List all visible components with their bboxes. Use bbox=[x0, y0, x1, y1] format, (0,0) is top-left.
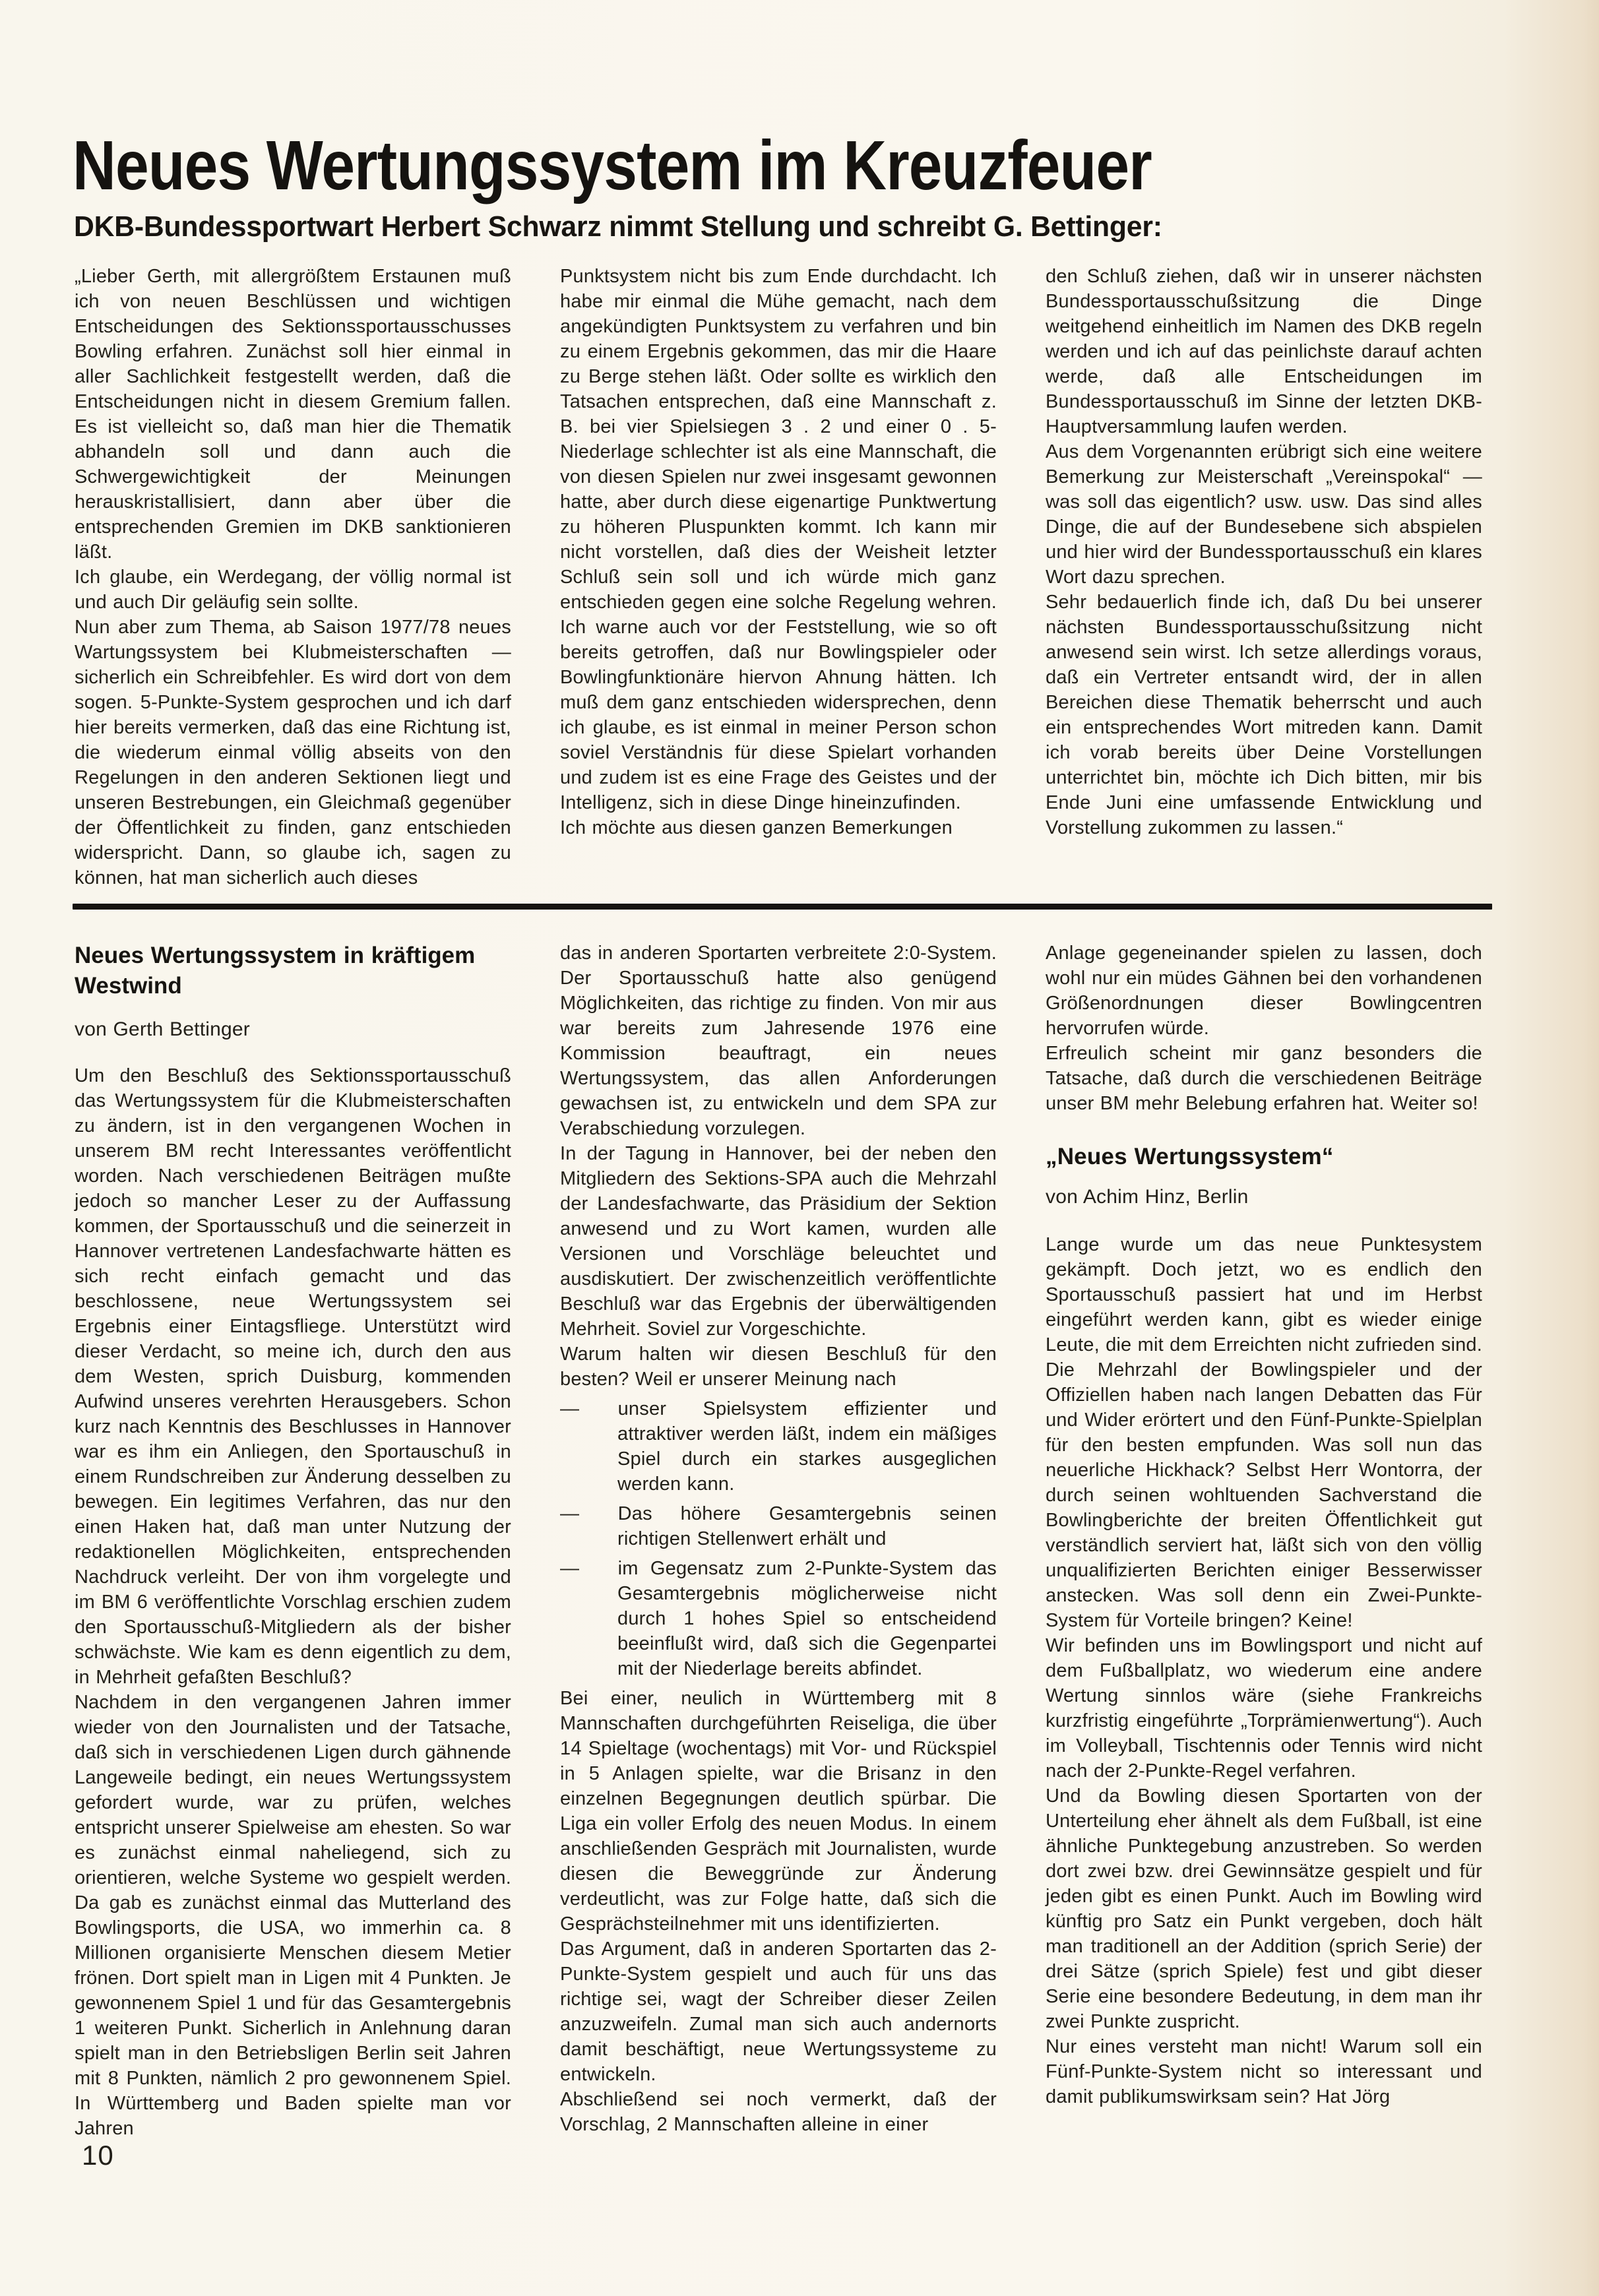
paragraph: das in anderen Sportarten verbreitete 2:0-System. Der Sportausschuß hatte also genügend Möglichkeiten, das richtige zu finden. Von mir aus war bereits zum Jahresende 1976 eine Kommission beauftragt, ein neues Wertungssystem, das allen Anforderungen gewachsen ist, zu entwickeln und dem SPA zur Verabschiedung vorzulegen. bbox=[560, 943, 997, 1139]
paragraph: Erfreulich scheint mir ganz besonders die Tatsache, daß durch die verschiedenen Beiträge unser BM mehr Belebung erfahren hat. Weiter so! bbox=[1046, 1043, 1482, 1114]
paragraph: Ich möchte aus diesen ganzen Bemerkungen bbox=[560, 817, 953, 838]
westwind-col3-body bbox=[1046, 941, 1482, 1116]
paragraph: Warum halten wir diesen Beschluß für den besten? Weil er unserer Meinung nach bbox=[560, 1344, 997, 1390]
paragraph: Und da Bowling diesen Sportarten von der Unterteilung eher ähnelt als dem Fußball, ist eine ähnliche Punktegebung anzustreben. So werden dort zwei bzw. drei Gewinnsätze gespielt und für jeden gibt es einen Punkt. Auch im Bowling wird künftig pro Satz ein Punkt vergeben, doch hält man traditionell an der Addition (sprich Serie) der drei Sätze (sprich Spiele) fest und gibt dieser Serie eine besondere Bedeutung, in dem man ihr zwei Punkte zuspricht. bbox=[1046, 1785, 1482, 2032]
letter-column-1 bbox=[75, 264, 511, 890]
paragraph: Das Argument, daß in anderen Sportarten das 2-Punkte-System gespielt und auch für uns das richtige sei, wagt der Schreiber dieser Zeilen anzuzweifeln. Zumal man sich auch andernorts damit beschäftigt, neue Wertungssysteme zu entwickeln. bbox=[560, 1939, 997, 2085]
paragraph: Wir befinden uns im Bowlingsport und nicht auf dem Fußballplatz, wo wiederum eine andere Wertung sinnlos wäre (siehe Frankreichs kurzfristig eingeführte „Torprämienwertung“). Auch im Volleyball, Tischtennis oder Tennis wird nicht nach der 2-Punkte-Regel verfahren. bbox=[1046, 1635, 1482, 1782]
westwind-article-title: Neues Wertungssystem in kräftigem Westwind bbox=[75, 943, 476, 999]
paragraph: Sehr bedauerlich finde ich, daß Du bei unserer nächsten Bundessportausschußsitzung nicht anwesend sein wirst. Ich setze allerdings voraus, daß ein Vertreter entsandt wird, der in allen Bereichen diese Thematik beherrscht und auch ein entsprechendes Wort mitreden kann. Damit ich vorab bereits über Deine Vorstellungen unterrichtet bin, möchte ich Dich bitten, mir bis Ende Juni eine umfassende Entwicklung und Vorstellung zukommen zu lassen.“ bbox=[1046, 592, 1482, 838]
page-title: Neues Wertungssystem im Kreuzfeuer bbox=[73, 127, 1152, 204]
westwind-col2-intro bbox=[560, 941, 997, 1392]
page-subtitle: DKB-Bundessportwart Herbert Schwarz nimmt Stellung und schreibt G. Bettinger: bbox=[74, 210, 1162, 243]
hinz-article-title: „Neues Wertungssystem“ bbox=[1046, 1144, 1334, 1169]
paragraph: Nun aber zum Thema, ab Saison 1977/78 neues Wartungssystem bei Klubmeisterschaften — sicherlich ein Schreibfehler. Es wird dort von dem sogen. 5-Punkte-System gesprochen und ich darf hier bereits vermerken, daß das eine Richtung ist, die wiederum einmal völlig abseits von den Regelungen in den anderen Sektionen liegt und unseren Bestrebungen, ein Gleichmaß gegenüber der Öffentlichkeit zu finden, ganz entschieden widerspricht. Dann, so glaube ich, sagen zu können, hat man sicherlich auch dieses bbox=[75, 617, 511, 888]
westwind-col1-body bbox=[75, 1063, 511, 2141]
hinz-body bbox=[1046, 1232, 1482, 2109]
paragraph: Um den Beschluß des Sektionssportausschuß das Wertungssystem für die Klubmeisterschaften zu ändern, ist in den vergangenen Wochen in unserem BM recht Interessantes veröffentlicht worden. Nach verschiedenen Beiträgen mußte jedoch so mancher Leser zu der Auffassung kommen, der Sportausschuß und die seinerzeit in Hannover vertretenen Landesfachwarte hätten es sich recht einfach gemacht und das beschlossene, neue Wertungssystem sei Ergebnis einer Eintagsfliege. Unterstützt wird dieser Verdacht, so meine ich, durch den aus dem Westen, sprich Duisburg, kommenden Aufwind unseres verehrten Herausgebers. Schon kurz nach Kenntnis des Beschlusses in Hannover war es ihm ein Anliegen, den Sportauschuß in einem Rundschreiben zur Änderung desselben zu bewegen. Ein legitimes Verfahren, das nur den einen Haken hat, daß man unter Nutzung der redaktionellen Möglichkeiten, entsprechenden Nachdruck verleiht. Der von ihm vorgelegte und im BM 6 veröffentlichte Vorschlag erschien zudem den Sportausschuß-Mitgliedern als der bisher schwächste. Wie kam es denn eigentlich zu dem, in Mehrheit gefaßten Beschluß? bbox=[75, 1065, 511, 1688]
paragraph: Anlage gegeneinander spielen zu lassen, doch wohl nur ein müdes Gähnen bei den vorhandenen Größenordnungen dieser Bowlingcentren hervorrufen würde. bbox=[1046, 943, 1482, 1039]
section-divider bbox=[73, 904, 1492, 910]
page-number: 10 bbox=[82, 2140, 114, 2171]
paragraph: Punktsystem nicht bis zum Ende durchdacht. Ich habe mir einmal die Mühe gemacht, nach dem angekündigten Punktsystem zu verfahren und bin zu einem Ergebnis gekommen, das mir die Haare zu Berge stehen läßt. Oder sollte es wirklich den Tatsachen entsprechen, daß eine Mannschaft z. B. bei vier Spielsiegen 3 . 2 und einer 0 . 5-Niederlage schlechter ist als eine Mannschaft, die von diesen Spielen nur zwei insgesamt gewonnen hatte, aber durch diese eigenartige Punktwertung zu höheren Pluspunkten kommt. Ich kann mir nicht vorstellen, daß dies der Weisheit letzter Schluß sein soll und ich würde mich ganz entschieden gegen eine solche Regelung wehren. Ich warne auch vor der Feststellung, wie so oft bereits getroffen, daß nur Bowlingspieler oder Bowlingfunktionäre hiervon Ahnung hätten. Ich muß dem ganz entschieden widersprechen, denn ich glaube, es ist einmal in meiner Person schon soviel Verständnis für diese Spielart vorhanden und zudem ist es eine Frage des Geistes und der Intelligenz, sich in diese Dinge hineinzufinden. bbox=[560, 266, 997, 813]
hinz-byline: von Achim Hinz, Berlin bbox=[1046, 1186, 1249, 1208]
paragraph: Nachdem in den vergangenen Jahren immer wieder von den Journalisten und der Tatsache, daß sich in verschiedenen Ligen durch gähnende Langeweile bedingt, ein neues Wertungssystem gefordert wurde, war zu prüfen, welches entspricht unserer Spielweise am ehesten. So war es zunächst einmal naheliegend, sich zu orientieren, welche Systeme wo gespielt werden. Da gab es zunächst einmal das Mutterland des Bowlingsports, die USA, wo immerhin ca. 8 Millionen organisierte Menschen diesem Metier frönen. Dort spielt man in Ligen mit 4 Punkten. Je gewonnenem Spiel 1 und für das Gesamtergebnis 1 weiteren Punkt. Sicherlich in Anlehnung daran spielt man in den Betriebsligen Berlin seit Jahren mit 8 Punkten, nämlich 2 pro gewonnenem Spiel. In Württemberg und Baden spielte man vor Jahren bbox=[75, 1692, 511, 2139]
westwind-column-2 bbox=[560, 941, 997, 2137]
westwind-col2-rest bbox=[560, 1686, 997, 2137]
paragraph: „Lieber Gerth, mit allergrößtem Erstaunen muß ich von neuen Beschlüssen und wichtigen Entscheidungen des Sektionssportausschusses Bowling erfahren. Zunächst soll hier einmal in aller Sachlichkeit festgestellt werden, daß die Entscheidungen nicht in diesem Gremium fallen. Es ist vielleicht so, daß man hier die Thematik abhandeln soll und dann auch die Schwergewichtigkeit der Meinungen herauskristallisiert, dann aber über die entsprechenden Gremien im DKB sanktionieren läßt. bbox=[75, 266, 511, 563]
paragraph: Ich glaube, ein Werdegang, der völlig normal ist und auch Dir geläufig sein sollte. bbox=[75, 567, 511, 613]
westwind-argument-list bbox=[560, 1396, 997, 1681]
paragraph: den Schluß ziehen, daß wir in unserer nächsten Bundessportausschußsitzung die Dinge weitgehend einheitlich im Namen des DKB regeln werden und ich auf das peinlichste darauf achten werde, daß alle Entscheidungen im Bundessportausschuß im Sinne der letzten DKB-Hauptversammlung laufen werden. bbox=[1046, 266, 1482, 437]
paragraph: — Das höhere Gesamtergebnis seinen richtigen Stellenwert erhält und bbox=[560, 1503, 997, 1549]
paragraph: — im Gegensatz zum 2-Punkte-System das Gesamtergebnis möglicherweise nicht durch 1 hohes Spiel so entscheidend beeinflußt wird, daß sich die Gegenpartei mit der Niederlage bereits abfindet. bbox=[560, 1558, 997, 1679]
letter-column-3 bbox=[1046, 264, 1482, 840]
paragraph: Abschließend sei noch vermerkt, daß der Vorschlag, 2 Mannschaften alleine in einer bbox=[560, 2089, 997, 2135]
paragraph: In der Tagung in Hannover, bei der neben den Mitgliedern des Sektions-SPA auch die Mehrzahl der Landesfachwarte, das Präsidium der Sektion anwesend und zu Wort kamen, wurden alle Versionen und Vorschläge beleuchtet und ausdiskutiert. Der zwischenzeitlich veröffentlichte Beschluß war das Ergebnis der überwältigenden Mehrheit. Soviel zur Vorgeschichte. bbox=[560, 1143, 997, 1340]
letter-column-2 bbox=[560, 264, 997, 840]
paragraph: Lange wurde um das neue Punktesystem gekämpft. Doch jetzt, wo es endlich den Sportausschuß passiert hat und im Herbst eingeführt werden kann, gibt es wieder einige Leute, die mit dem Erreichten nicht zufrieden sind. Die Mehrzahl der Bowlingspieler und der Offiziellen haben nach langen Debatten das Für und Wider erörtert und den Fünf-Punkte-Spielplan für den besten empfunden. Was soll nun das neuerliche Hickhack? Selbst Herr Wontorra, der durch seinen wohltuenden Sachverstand die Bowlingberichte der breiten Öffentlichkeit gut verständlich serviert hat, läßt sich von den völlig unqualifizierten Berichten einiger Besserwisser anstecken. Was soll denn ein Zwei-Punkte-System für Vorteile bringen? Keine! bbox=[1046, 1234, 1482, 1631]
paragraph: Bei einer, neulich in Württemberg mit 8 Mannschaften durchgeführten Reiseliga, die über 14 Spieltage (wochentags) mit Vor- und Rückspiel in 5 Anlagen spielte, war die Brisanz in den einzelnen Begegnungen deutlich spürbar. Die Liga ein voller Erfolg des neuen Modus. In einem anschließenden Gespräch mit Journalisten, wurde diesen die Beweggründe zur Änderung verdeutlicht, was zur Folge hatte, daß sich die Gesprächsteilnehmer mit uns identifizierten. bbox=[560, 1688, 997, 1935]
westwind-column-1 bbox=[75, 941, 511, 2141]
paragraph: Aus dem Vorgenannten erübrigt sich eine weitere Bemerkung zur Meisterschaft „Vereinspokal“ — was soll das eigentlich? usw. usw. Das sind alles Dinge, die auf der Bundesebene sich abspielen und hier wird der Bundessportausschuß ein klares Wort dazu sprechen. bbox=[1046, 441, 1482, 588]
paragraph: Nur eines versteht man nicht! Warum soll ein Fünf-Punkte-System nicht so interessant und damit publikumswirksam sein? Hat Jörg bbox=[1046, 2036, 1482, 2107]
paragraph: — unser Spielsystem effizienter und attraktiver werden läßt, indem ein mäßiges Spiel durch ein starkes ausgeglichen werden kann. bbox=[560, 1398, 997, 1495]
westwind-column-3 bbox=[1046, 941, 1482, 2109]
westwind-byline: von Gerth Bettinger bbox=[75, 1018, 250, 1040]
